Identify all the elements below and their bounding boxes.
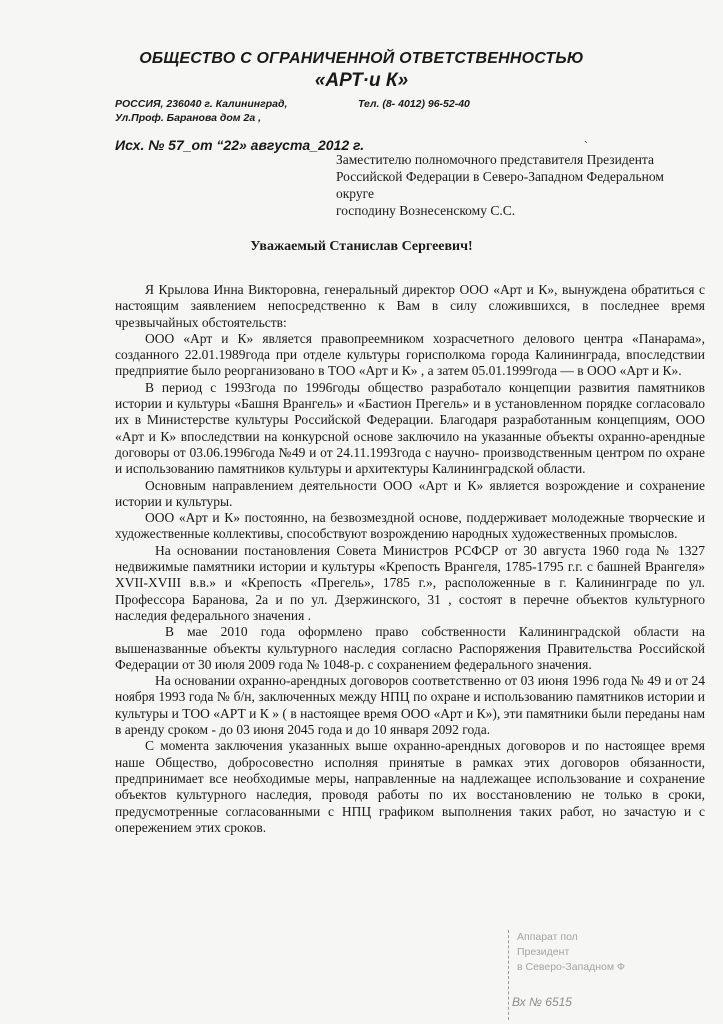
addressee-line: Российской Федерации в Северо-Западном Федеральном xyxy=(336,169,664,184)
paragraph: Основным направлением деятельности ООО «Арт и К» является возрождение и сохранение истории и культуры. xyxy=(115,477,705,509)
paragraph: На основании охранно-арендных договоров соответственно от 03 июня 1996 года № 49 и от 24 ноября 1993 года № б/н, заключенных между НПЦ по охране и использованию памятников истории и культуры и ТОО «АРТ и К » ( в настоящее время ООО «Арт и К»), эти памятники были переданы нам в аренду сроком - до 03 июня 2045 года и до 10 января 2092 года. xyxy=(115,673,705,738)
stamp-line: Аппарат пол xyxy=(517,931,578,943)
company-name: «АРТ·и К» xyxy=(314,70,409,91)
company-title: ОБЩЕСТВО С ОГРАНИЧЕННОЙ ОТВЕТСТВЕННОСТЬЮ xyxy=(139,50,584,67)
address-line-2: Ул.Проф. Баранова дом 2а , xyxy=(115,112,262,124)
phone-number: Тел. (8- 4012) 96-52-40 xyxy=(358,98,470,110)
salutation: Уважаемый Станислав Сергеевич! xyxy=(250,239,473,254)
addressee-block xyxy=(336,151,706,219)
addressee-line: округе xyxy=(336,186,374,201)
paragraph: ООО «Арт и К» постоянно, на безвозмездной основе, поддерживает молодежные творческие и художественные коллективы, способствуют возрождению народных художественных промыслов. xyxy=(115,510,705,542)
paragraph: В период с 1993года по 1996годы общество разработало концепции развития памятников истории и культуры «Башня Врангель» и «Бастион Прегель» и в установленном порядке согласовало их в Министерстве культуры Российской Федерации. Благодаря разработанным концепциям, ООО «Арт и К» впоследствии на конкурсной основе заключило на указанные объекты охранно-арендные договоры от 03.06.1996года №49 и от 24.11.1993года с научно- производственным центром по охране и использованию памятников культуры и архитектуры Калининградской области. xyxy=(115,379,705,477)
paragraph: С момента заключения указанных выше охранно-арендных договоров и по настоящее время наше Общество, добросовестно исполняя принятые в рамках этих договоров обязанности, предпринимает все необходимые меры, направленные на надлежащее использование и сохранение объектов культурного наследия, проводя работы по их восстановлению не только в сроки, предусмотренные согласованными с НПЦ графиком выполнения таких работ, но зачастую и с опережением этих сроков. xyxy=(115,738,705,835)
paragraph: Я Крылова Инна Викторовна, генеральный директор ООО «Арт и К», вынуждена обратиться с настоящим заявлением непосредственно к Вам в силу сложившихся, в последнее время чрезвычайных обстоятельств: xyxy=(115,282,705,330)
stamp-line: в Северо-Западном Ф xyxy=(517,961,625,973)
address-line-1: РОССИЯ, 236040 г. Калининград, xyxy=(115,98,288,110)
letter-body xyxy=(115,282,705,836)
paragraph: На основании постановления Совета Министров РСФСР от 30 августа 1960 года № 1327 недвижимые памятники истории и культуры «Крепость Врангеля, 1785-1795 г.г. с башней Врангеля» XVII-XVIII в.в.» и «Крепость «Прегель», 1785 г.», расположенные в г. Калининграде по ул. Профессора Баранова, 2а и по ул. Дзержинского, 31 , состоят в перечне объектов культурного наследия федерального значения . xyxy=(115,542,705,623)
addressee-line: Заместителю полномочного представителя Президента xyxy=(336,152,654,167)
addressee-line: господину Вознесенскому С.С. xyxy=(336,203,516,218)
paragraph: ООО «Арт и К» является правопреемником хозрасчетного делового центра «Панарама», созданного 22.01.1989года при отделе культуры горисполкома города Калининграда, впоследствии предприятие было реорганизовано в ТОО «Арт и К» , а затем 05.01.1999года — в ООО «Арт и К». xyxy=(115,330,705,379)
stamp-line: Президент xyxy=(517,946,570,958)
paragraph: В мае 2010 года оформлено право собственности Калининградской области на вышеназванные объекты культурного наследия согласно Распоряжения Правительства Российской Федерации от 30 июля 2009 года № 1048-р. с сохранением федерального значения. xyxy=(115,624,705,672)
outgoing-number: Исх. № 57_от “22» августа_2012 г. xyxy=(115,137,365,153)
pen-mark: ˴ xyxy=(584,133,588,147)
stamp-number: Вх № 6515 xyxy=(512,995,572,1009)
